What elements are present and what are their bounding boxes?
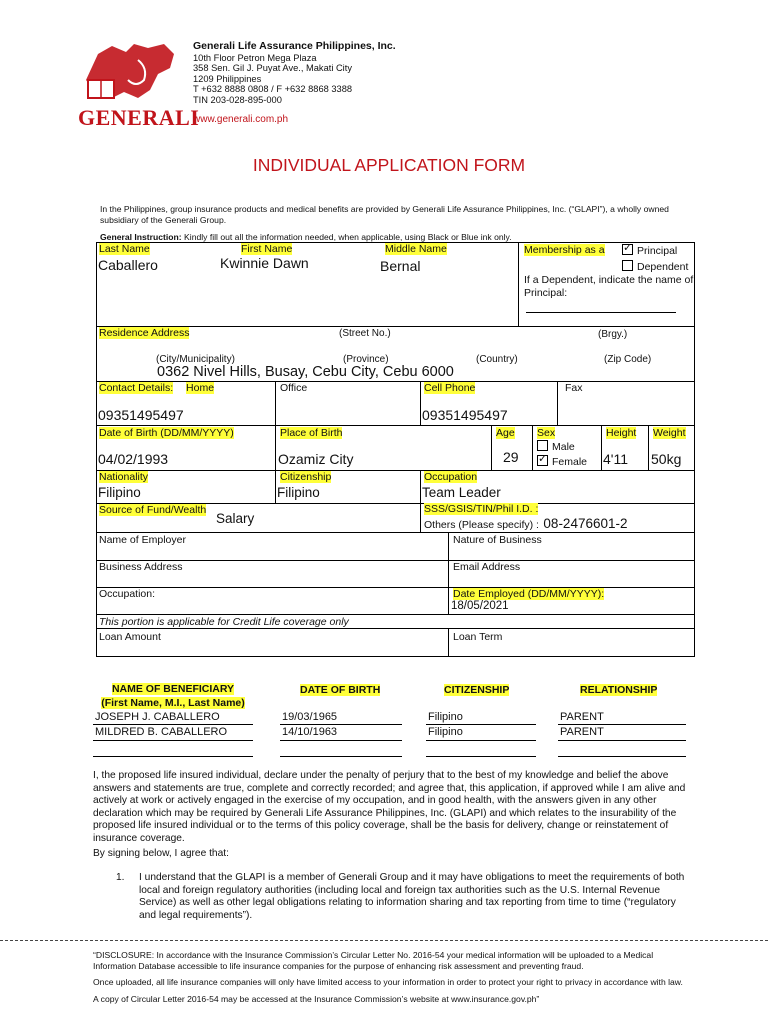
pob-label: Place of Birth — [280, 427, 343, 439]
principal-name-line[interactable] — [526, 312, 676, 313]
occupation-field[interactable]: Team Leader — [422, 485, 501, 500]
sss-label: SSS/GSIS/TIN/Phil I.D. : — [424, 503, 539, 515]
bene-dob-header: DATE OF BIRTH — [300, 684, 381, 696]
dependent-option[interactable] — [622, 260, 688, 273]
business-address-label: Business Address — [99, 561, 183, 573]
company-street: 358 Sen. Gil J. Puyat Ave., Makati City — [193, 63, 352, 74]
sex-label: Sex — [537, 427, 556, 439]
weight-label: Weight — [653, 427, 686, 439]
weight-field[interactable]: 50kg — [651, 451, 682, 467]
last-name-label: Last Name — [99, 243, 150, 255]
company-floor: 10th Floor Petron Mega Plaza — [193, 52, 317, 63]
home-label: Home — [186, 382, 215, 394]
residence-label: Residence Address — [99, 327, 190, 339]
form-title: INDIVIDUAL APPLICATION FORM — [252, 155, 526, 175]
dependent-note: If a Dependent, indicate the name of Principal: — [524, 274, 694, 299]
bene-name-cell[interactable]: JOSEPH J. CABALLERO — [95, 711, 220, 723]
address-field[interactable]: 0362 Nivel Hills, Busay, Cebu City, Cebu 6000 — [157, 364, 454, 380]
nationality-label: Nationality — [99, 471, 149, 483]
bene-dob-cell[interactable]: 14/10/1963 — [282, 726, 338, 738]
source-field[interactable]: Salary — [216, 511, 255, 526]
company-phones: T +632 8888 0808 / F +632 8868 3388 — [193, 84, 353, 95]
loan-term-label: Loan Term — [453, 631, 503, 643]
bene-relationship-header: RELATIONSHIP — [580, 684, 658, 696]
bene-relationship-cell[interactable]: PARENT — [560, 726, 604, 738]
zip-label: (Zip Code) — [604, 354, 652, 365]
first-name-label: First Name — [241, 243, 293, 255]
city-label: (City/Municipality) — [156, 354, 235, 365]
female-label: Female — [552, 456, 588, 468]
source-label: Source of Fund/Wealth — [99, 504, 207, 516]
date-employed-field[interactable]: 18/05/2021 — [451, 600, 509, 612]
employer-label: Name of Employer — [99, 534, 186, 546]
disclosure-3: A copy of Circular Letter 2016-54 may be accessed at the Insurance Commission’s website at www.insurance.gov.ph” — [93, 993, 540, 1004]
home-phone-field[interactable]: 09351495497 — [98, 407, 184, 423]
dob-label: Date of Birth (DD/MM/YYYY) — [99, 427, 234, 439]
company-name: Generali Life Assurance Philippines, Inc. — [193, 40, 396, 52]
occupation2-label: Occupation: — [99, 588, 156, 600]
dob-field[interactable]: 04/02/1993 — [98, 451, 169, 467]
company-tin: TIN 203-028-895-000 — [193, 94, 282, 105]
bene-citizenship-cell[interactable]: Filipino — [428, 711, 463, 723]
general-instruction — [100, 232, 512, 242]
brand-wordmark: GENERALI — [78, 105, 200, 130]
disclosure-block — [93, 950, 683, 1004]
credit-note: This portion is applicable for Credit Life coverage only — [99, 616, 349, 628]
country-label: (Country) — [476, 354, 518, 365]
instruction-text: Kindly fill out all the information needed, when applicable, using Black or Blue ink only. — [184, 232, 512, 242]
contact-label: Contact Details: — [99, 382, 174, 394]
dependent-label: Dependent — [637, 261, 689, 273]
pob-field[interactable]: Ozamiz City — [278, 451, 354, 467]
dependent-checkbox[interactable] — [622, 260, 633, 271]
bene-citizenship-cell[interactable]: Filipino — [428, 726, 463, 738]
disclosure-2: Once uploaded, all life insurance companies will only have limited access to your information in order to protect your right to privacy in accordance with law. — [93, 977, 683, 988]
others-group — [424, 515, 628, 533]
bene-name-header — [93, 683, 253, 710]
brgy-label: (Brgy.) — [598, 329, 628, 340]
bene-name-title: NAME OF BENEFICIARY — [111, 683, 235, 695]
business-nature-label: Nature of Business — [453, 534, 542, 546]
loan-amount-label: Loan Amount — [99, 631, 161, 643]
declaration-text: I, the proposed life insured individual, declare under the penalty of perjury that to the best of my knowledge and belief the above answers and statements are true, complete and correctly recorded; and agree that, this application, if approved while I am alive and actively at work or actively engaged in the exercise of my occupation, and in good health, with the answers given in any other declaration which may be required by Generali Life Assurance Philippines, Inc. (GLAPI) and which relates to the insurability of the proposed life insured individual or to the terms of this policy coverage, shall be the basis for delivery, change or reinstatement of insurance coverage. — [93, 770, 686, 844]
principal-label: Principal — [637, 245, 678, 257]
first-name-field[interactable]: Kwinnie Dawn — [220, 255, 309, 271]
male-checkbox[interactable] — [537, 440, 548, 451]
street-no-label: (Street No.) — [339, 328, 391, 339]
principal-checkbox[interactable] — [622, 244, 633, 255]
citizenship-label: Citizenship — [280, 471, 332, 483]
dashed-separator — [0, 940, 768, 941]
male-label: Male — [552, 441, 575, 453]
agreement-1-text: I understand that the GLAPI is a member of Generali Group and it may have obligations to meet the requirements of both local and foreign regulatory authorities (including local and foreign tax authorities such as the U.S. Internal Revenue Service) as well as other legal obligations relating to information sharing and tax reporting from time to time (“regulatory and legal requirements”). — [139, 872, 685, 921]
others-id-field[interactable]: 08-2476601-2 — [543, 516, 628, 531]
email-label: Email Address — [453, 561, 521, 573]
cell-phone-field[interactable]: 09351495497 — [422, 407, 508, 423]
others-label: Others (Please specify) : — [424, 519, 539, 531]
middle-name-field[interactable]: Bernal — [380, 258, 421, 274]
membership-label: Membership as a — [524, 244, 605, 256]
nationality-field[interactable]: Filipino — [98, 485, 141, 500]
height-label: Height — [606, 427, 637, 439]
office-label: Office — [280, 382, 308, 394]
company-country: 1209 Philippines — [193, 73, 262, 84]
lion-icon — [78, 40, 182, 102]
middle-name-label: Middle Name — [385, 243, 447, 255]
female-checkbox[interactable] — [537, 455, 548, 466]
disclosure-1: “DISCLOSURE: In accordance with the Insurance Commission’s Circular Letter No. 2016-54 your medical information will be uploaded to a Medical Information Database accessible to life insurance companies for the purpose of enhancing risk assessment and preventing fraud. — [93, 950, 654, 971]
bene-dob-cell[interactable]: 19/03/1965 — [282, 711, 338, 723]
generali-logo — [78, 40, 200, 130]
female-option[interactable] — [537, 455, 587, 468]
company-website[interactable]: www.generali.com.ph — [193, 113, 289, 125]
last-name-field[interactable]: Caballero — [98, 257, 158, 273]
cell-label: Cell Phone — [424, 382, 476, 394]
bene-citizenship-header: CITIZENSHIP — [444, 684, 510, 696]
company-info — [193, 41, 396, 125]
bene-name-subtitle: (First Name, M.I., Last Name) — [101, 696, 245, 709]
date-employed-label: Date Employed (DD/MM/YYYY): — [453, 588, 605, 600]
fax-label: Fax — [565, 382, 583, 394]
citizenship-field[interactable]: Filipino — [277, 485, 320, 500]
agreement-number: 1. — [116, 872, 125, 883]
province-label: (Province) — [343, 354, 389, 365]
contact-label-group — [99, 382, 214, 394]
age-field[interactable]: 29 — [503, 449, 519, 465]
bene-relationship-cell[interactable]: PARENT — [560, 711, 604, 723]
signing-text: By signing below, I agree that: — [93, 848, 229, 859]
bene-name-cell[interactable]: MILDRED B. CABALLERO — [95, 726, 228, 738]
height-field[interactable]: 4'11 — [603, 451, 628, 467]
principal-option[interactable] — [622, 244, 677, 257]
intro-text: In the Philippines, group insurance products and medical benefits are provided by Generali Life Assurance Philippines, Inc. (“GLAPI”), a wholly owned subsidiary of the Generali Group. — [100, 204, 669, 225]
occupation-label: Occupation — [424, 471, 478, 483]
instruction-label: General Instruction: — [100, 232, 182, 242]
age-label: Age — [496, 427, 515, 439]
